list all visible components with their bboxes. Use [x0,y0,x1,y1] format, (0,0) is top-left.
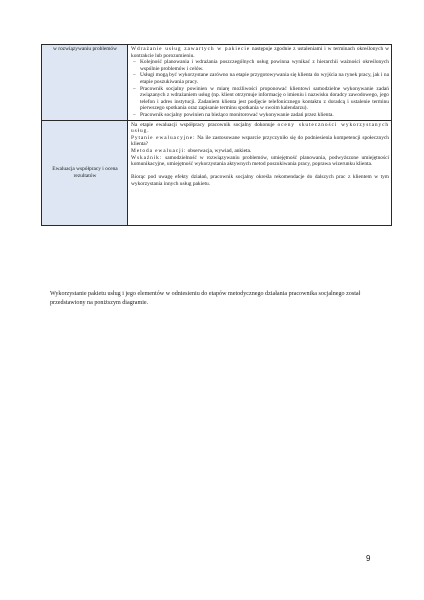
evaluation-intro-end: . [147,128,149,135]
list-item: – Usługi mogą być wykorzystane zarówno na etapie przygotowywania się klienta do wyjścia na rynek pracy, jak i na etapie poszukiwania pracy. [140,72,389,85]
table-row [42,120,392,225]
evaluation-question-text: Na ile zastosowane wsparcie przyczyniło się do podniesienia kompetencji społecznych klienta? [131,134,389,148]
evaluation-indicator [131,155,389,168]
implementation-bullet-list [131,59,389,118]
evaluation-indicator-label: Wskaźnik: [131,154,163,161]
list-item: – Pracownik socjalny powinien w miarę możliwości proponować klientowi samodzielne wykonywanie zadań związanych z wdrażaniem usług (np. klient otrzymuje informację o imieniu i nazwisku doradcy zawodowego, jego telefon i adres instytucji. Zadaniem klienta jest podjęcie telefonicznego kontaktu z doradcą i ustalenie terminu pierwszego spotkania oraz zapisanie terminu spotkania w swoim kalendarzu). [140,86,389,112]
evaluation-method [131,148,389,155]
row-content-evaluation [128,120,392,225]
row-label-evaluation [42,120,128,225]
implementation-intro-rest: następuje zgodnie z ustaleniami i w terminach określonych w kontrakcie lub porozumieniu. [131,46,389,59]
evaluation-question [131,135,389,148]
diagram-intro-paragraph: Wykorzystanie pakietu usług i jego elementów w odniesieniu do etapów metodycznego działania pracownika socjalnego został przedstawiony na poniższym diagramie. [50,291,361,307]
evaluation-method-label: Metoda ewaluacji: [131,147,187,154]
implementation-intro [131,46,389,59]
evaluation-indicator-text: samodzielność w rozwiązywaniu problemów, umiejętność planowania, podwyższone umiejętności komunikacyjne, umiejętność wykorzystania aktywnych metod poszukiwania pracy, poprawa wizerunku klienta. [131,154,389,168]
row-label-text: w rozwiązywaniu problemów [52,46,118,52]
evaluation-intro [131,122,389,135]
page-number: 9 [366,554,371,563]
evaluation-intro-spaced: oceny skuteczności wykorzystanych usług [131,121,389,135]
row-label-problem-solving [42,45,128,121]
evaluation-question-label: Pytanie ewaluacyjne: [131,134,196,141]
evaluation-method-text: obserwacja, wywiad, ankieta. [186,147,252,154]
list-item: – Pracownik socjalny powinien na bieżąco monitorować wykonywanie zadań przez klienta. [140,112,389,119]
content-table [41,44,392,226]
table-row [42,45,392,121]
list-item: – Kolejność planowania i wdrażania poszczególnych usług powinna wynikać z hierarchii ważności określonych wspólnie problemów i celów. [140,59,389,72]
implementation-intro-spaced: Wdrażanie usług zawartych w pakiecie [131,46,251,52]
evaluation-intro-text: Na etapie ewaluacji współpracy pracownik socjalny dokonuje [131,121,278,128]
evaluation-closing: Biorąc pod uwagę efekty działań, pracownik socjalny określa rekomendacje do dalszych prac z klientem w tym wykorzystania innych usług pakietu. [131,174,389,187]
row-label-text: Ewaluacja współpracy i ocena rezultatów [52,165,118,179]
row-content-implementation [128,45,392,121]
